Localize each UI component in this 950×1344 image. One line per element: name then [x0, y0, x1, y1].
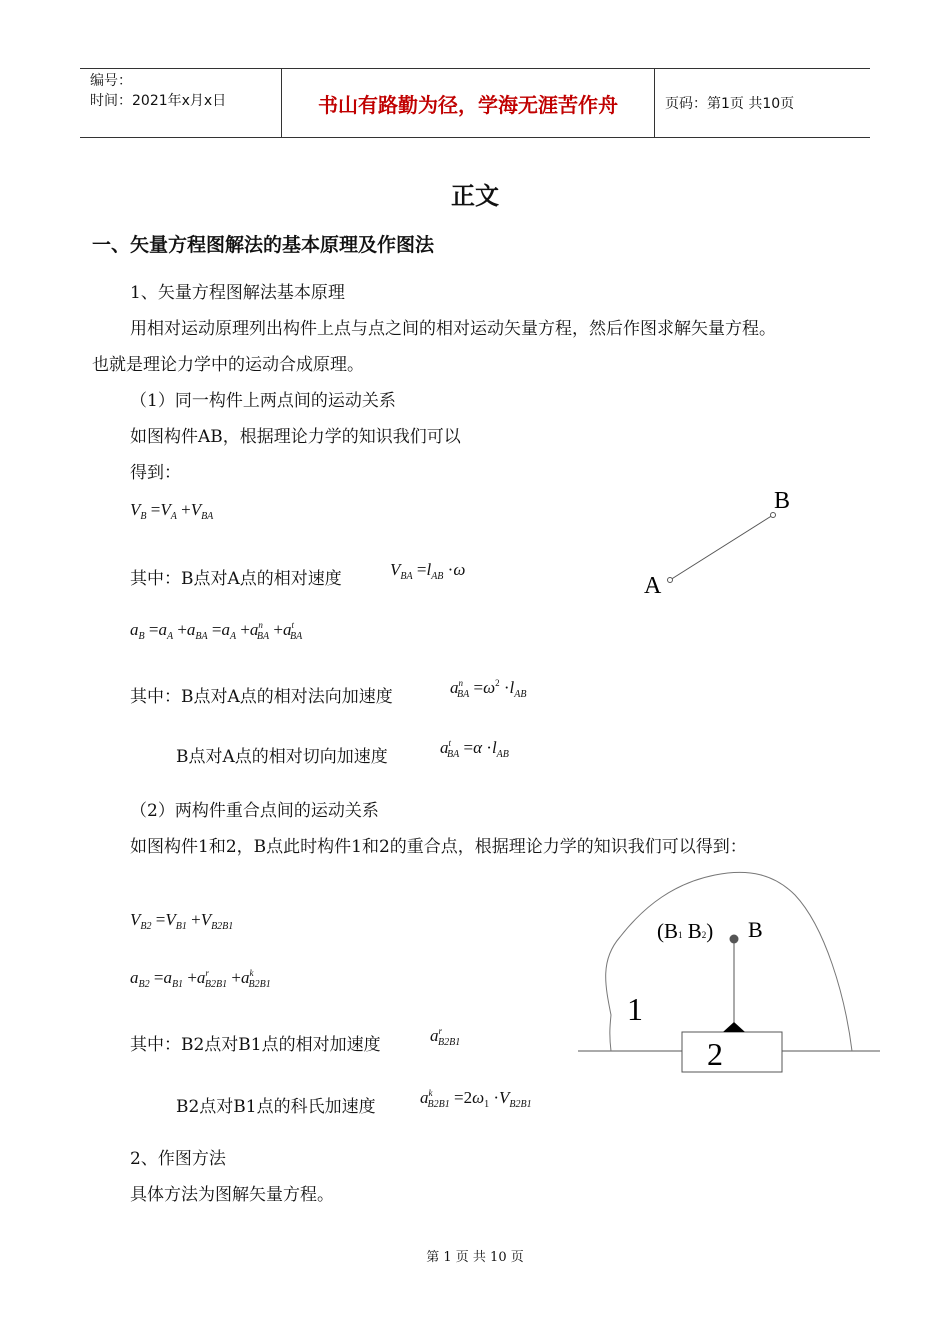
header-motto: 书山有路勤为径，学海无涯苦作舟 [318, 92, 618, 117]
paragraph-line: 如图构件AB，根据理论力学的知识我们可以 [130, 427, 461, 447]
pivot-triangle [723, 1022, 745, 1032]
formula-velocity-b2: $V_{B2} =V_{B1} +V_{B2B1}$ [130, 910, 234, 932]
label-b1-b2: (B1 B2) [657, 919, 714, 943]
joint-a [668, 578, 673, 583]
formula-relative-velocity: $V_{BA} =l_{AB} \cdot\omega$ [390, 560, 466, 582]
coriolis-accel-label: B2点对B1点的科氏加速度 [176, 1097, 376, 1117]
relative-velocity-label: 其中：B点对A点的相对速度 [130, 569, 342, 589]
time-label: 时间：2021年x月x日 [90, 93, 227, 109]
case2-title: （2）两构件重合点间的运动关系 [130, 801, 379, 821]
header-table [80, 68, 870, 138]
relative-tangent-accel-label: B点对A点的相对切向加速度 [176, 747, 388, 767]
paragraph-line: 用相对运动原理列出构件上点与点之间的相对运动矢量方程，然后作图求解矢量方程。 [130, 319, 776, 339]
figure-link-ab [630, 480, 810, 610]
figure-members-1-2 [575, 865, 885, 1080]
page-footer: 第 1 页 共 10 页 [426, 1250, 524, 1265]
formula-coriolis-accel: $a^k_{B2B1} =2\omega_1 \cdot V_{B2B1}$ [420, 1088, 532, 1110]
paragraph-line: 也就是理论力学中的运动合成原理。 [92, 355, 364, 375]
number-label: 编号： [90, 73, 132, 89]
formula-relative-accel: $a^r_{B2B1}$ [430, 1026, 461, 1048]
label-a: A [644, 573, 662, 599]
label-member-2: 2 [707, 1036, 723, 1072]
slider-member-2 [682, 1032, 782, 1072]
paragraph-line: 如图构件1和2，B点此时构件1和2的重合点，根据理论力学的知识我们可以得到： [130, 837, 747, 857]
relative-normal-accel-label: 其中：B点对A点的相对法向加速度 [130, 687, 393, 707]
subsection-1-title: 1、矢量方程图解法基本原理 [130, 283, 345, 303]
relative-accel-label: 其中：B2点对B1点的相对加速度 [130, 1035, 381, 1055]
formula-acceleration-b2: $a_{B2} =a_{B1} +a^r_{B2B1} +a^k_{B2B1}$ [130, 968, 271, 990]
section-heading: 一、矢量方程图解法的基本原理及作图法 [92, 234, 435, 256]
case1-title: （1）同一构件上两点间的运动关系 [130, 391, 396, 411]
header-page-info: 页码：第1页 共10页 [665, 96, 795, 112]
formula-tangent-accel: $a^t_{BA} =\alpha \cdot l_{AB}$ [440, 738, 509, 760]
header-left-cell [80, 69, 281, 137]
paragraph-line: 得到： [130, 463, 181, 483]
label-member-1: 1 [627, 991, 643, 1027]
subsection-2-title: 2、作图方法 [130, 1149, 226, 1169]
formula-acceleration: $a_B =a_A +a_{BA} =a_A +a^n_{BA} +a^t_{BA}$ [130, 620, 303, 642]
formula-normal-accel: $a^n_{BA} =\omega^2 \cdot l_{AB}$ [450, 678, 527, 700]
label-b: B [774, 488, 791, 514]
page-title: 正文 [451, 182, 499, 210]
link-line [670, 515, 773, 580]
point-b [730, 935, 739, 944]
paragraph-line: 具体方法为图解矢量方程。 [130, 1185, 334, 1205]
label-b: B [748, 917, 763, 942]
formula-velocity: $V_B =V_A +V_{BA}$ [130, 500, 214, 522]
